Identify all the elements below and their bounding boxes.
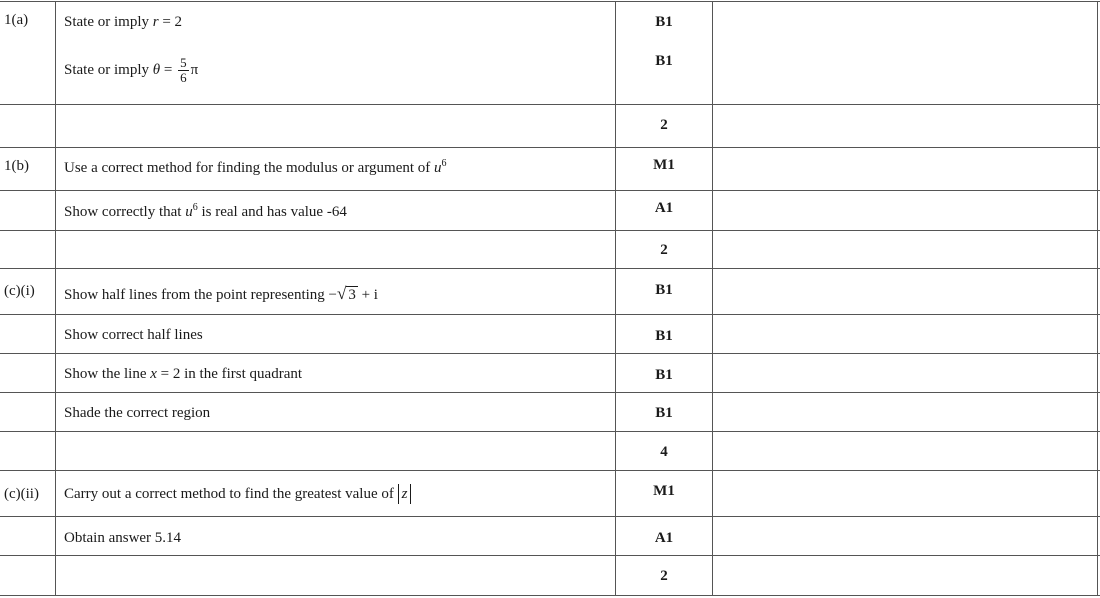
row-divider [0,392,1100,393]
mark-total: 2 [660,117,668,133]
column-divider [1097,1,1098,596]
row-divider [0,104,1100,105]
row-divider [0,1,1100,2]
mark: A1 [654,530,674,546]
question-number: 1(a) [4,12,29,28]
question-number: 1(b) [4,158,29,174]
absolute-value: z [398,484,412,504]
answer-text: State or imply r = 2 [64,14,183,30]
sqrt: √ 3 [337,284,356,303]
row-divider [0,230,1100,231]
mark: M1 [653,483,675,499]
answer-text: Carry out a correct method to find the greatest value of z [64,484,411,504]
answer-text: Obtain answer 5.14 [64,530,182,546]
mark: B1 [655,367,673,383]
question-number: (c)(i) [4,283,35,299]
row-divider [0,516,1100,517]
mark: B1 [655,328,673,344]
mark-total: 4 [660,444,668,460]
mark: B1 [655,405,673,421]
mark-total: 2 [660,568,668,584]
column-divider [712,1,713,596]
row-divider [0,147,1100,148]
answer-text: Show half lines from the point representing −√ 3 + i [64,284,378,303]
fraction: $\frac{5}{6}$ [180,55,187,85]
row-divider [0,190,1100,191]
question-number: (c)(ii) [4,486,39,502]
row-divider [0,470,1100,471]
mark: M1 [653,157,675,173]
row-divider [0,353,1100,354]
mark: A1 [654,200,674,216]
answer-text: Show correct half lines [64,327,203,343]
mark-total: 2 [660,242,668,258]
answer-text: Show correctly that $u^6$ is real and has value -64 [64,202,347,220]
answer-text: State or imply θ = $\frac{5}{6}$ π [64,55,199,85]
row-divider [0,431,1100,432]
answer-text: Use a correct method for finding the modulus or argument of $u^6$ [64,158,447,176]
row-divider [0,314,1100,315]
mark: B1 [655,14,673,30]
row-divider [0,555,1100,556]
answer-text: Shade the correct region [64,405,211,421]
answer-text: Show the line x = 2 in the first quadrant [64,366,303,382]
mark: B1 [655,53,673,69]
row-divider [0,595,1100,596]
row-divider [0,268,1100,269]
column-divider [55,1,56,596]
mark: B1 [655,282,673,298]
